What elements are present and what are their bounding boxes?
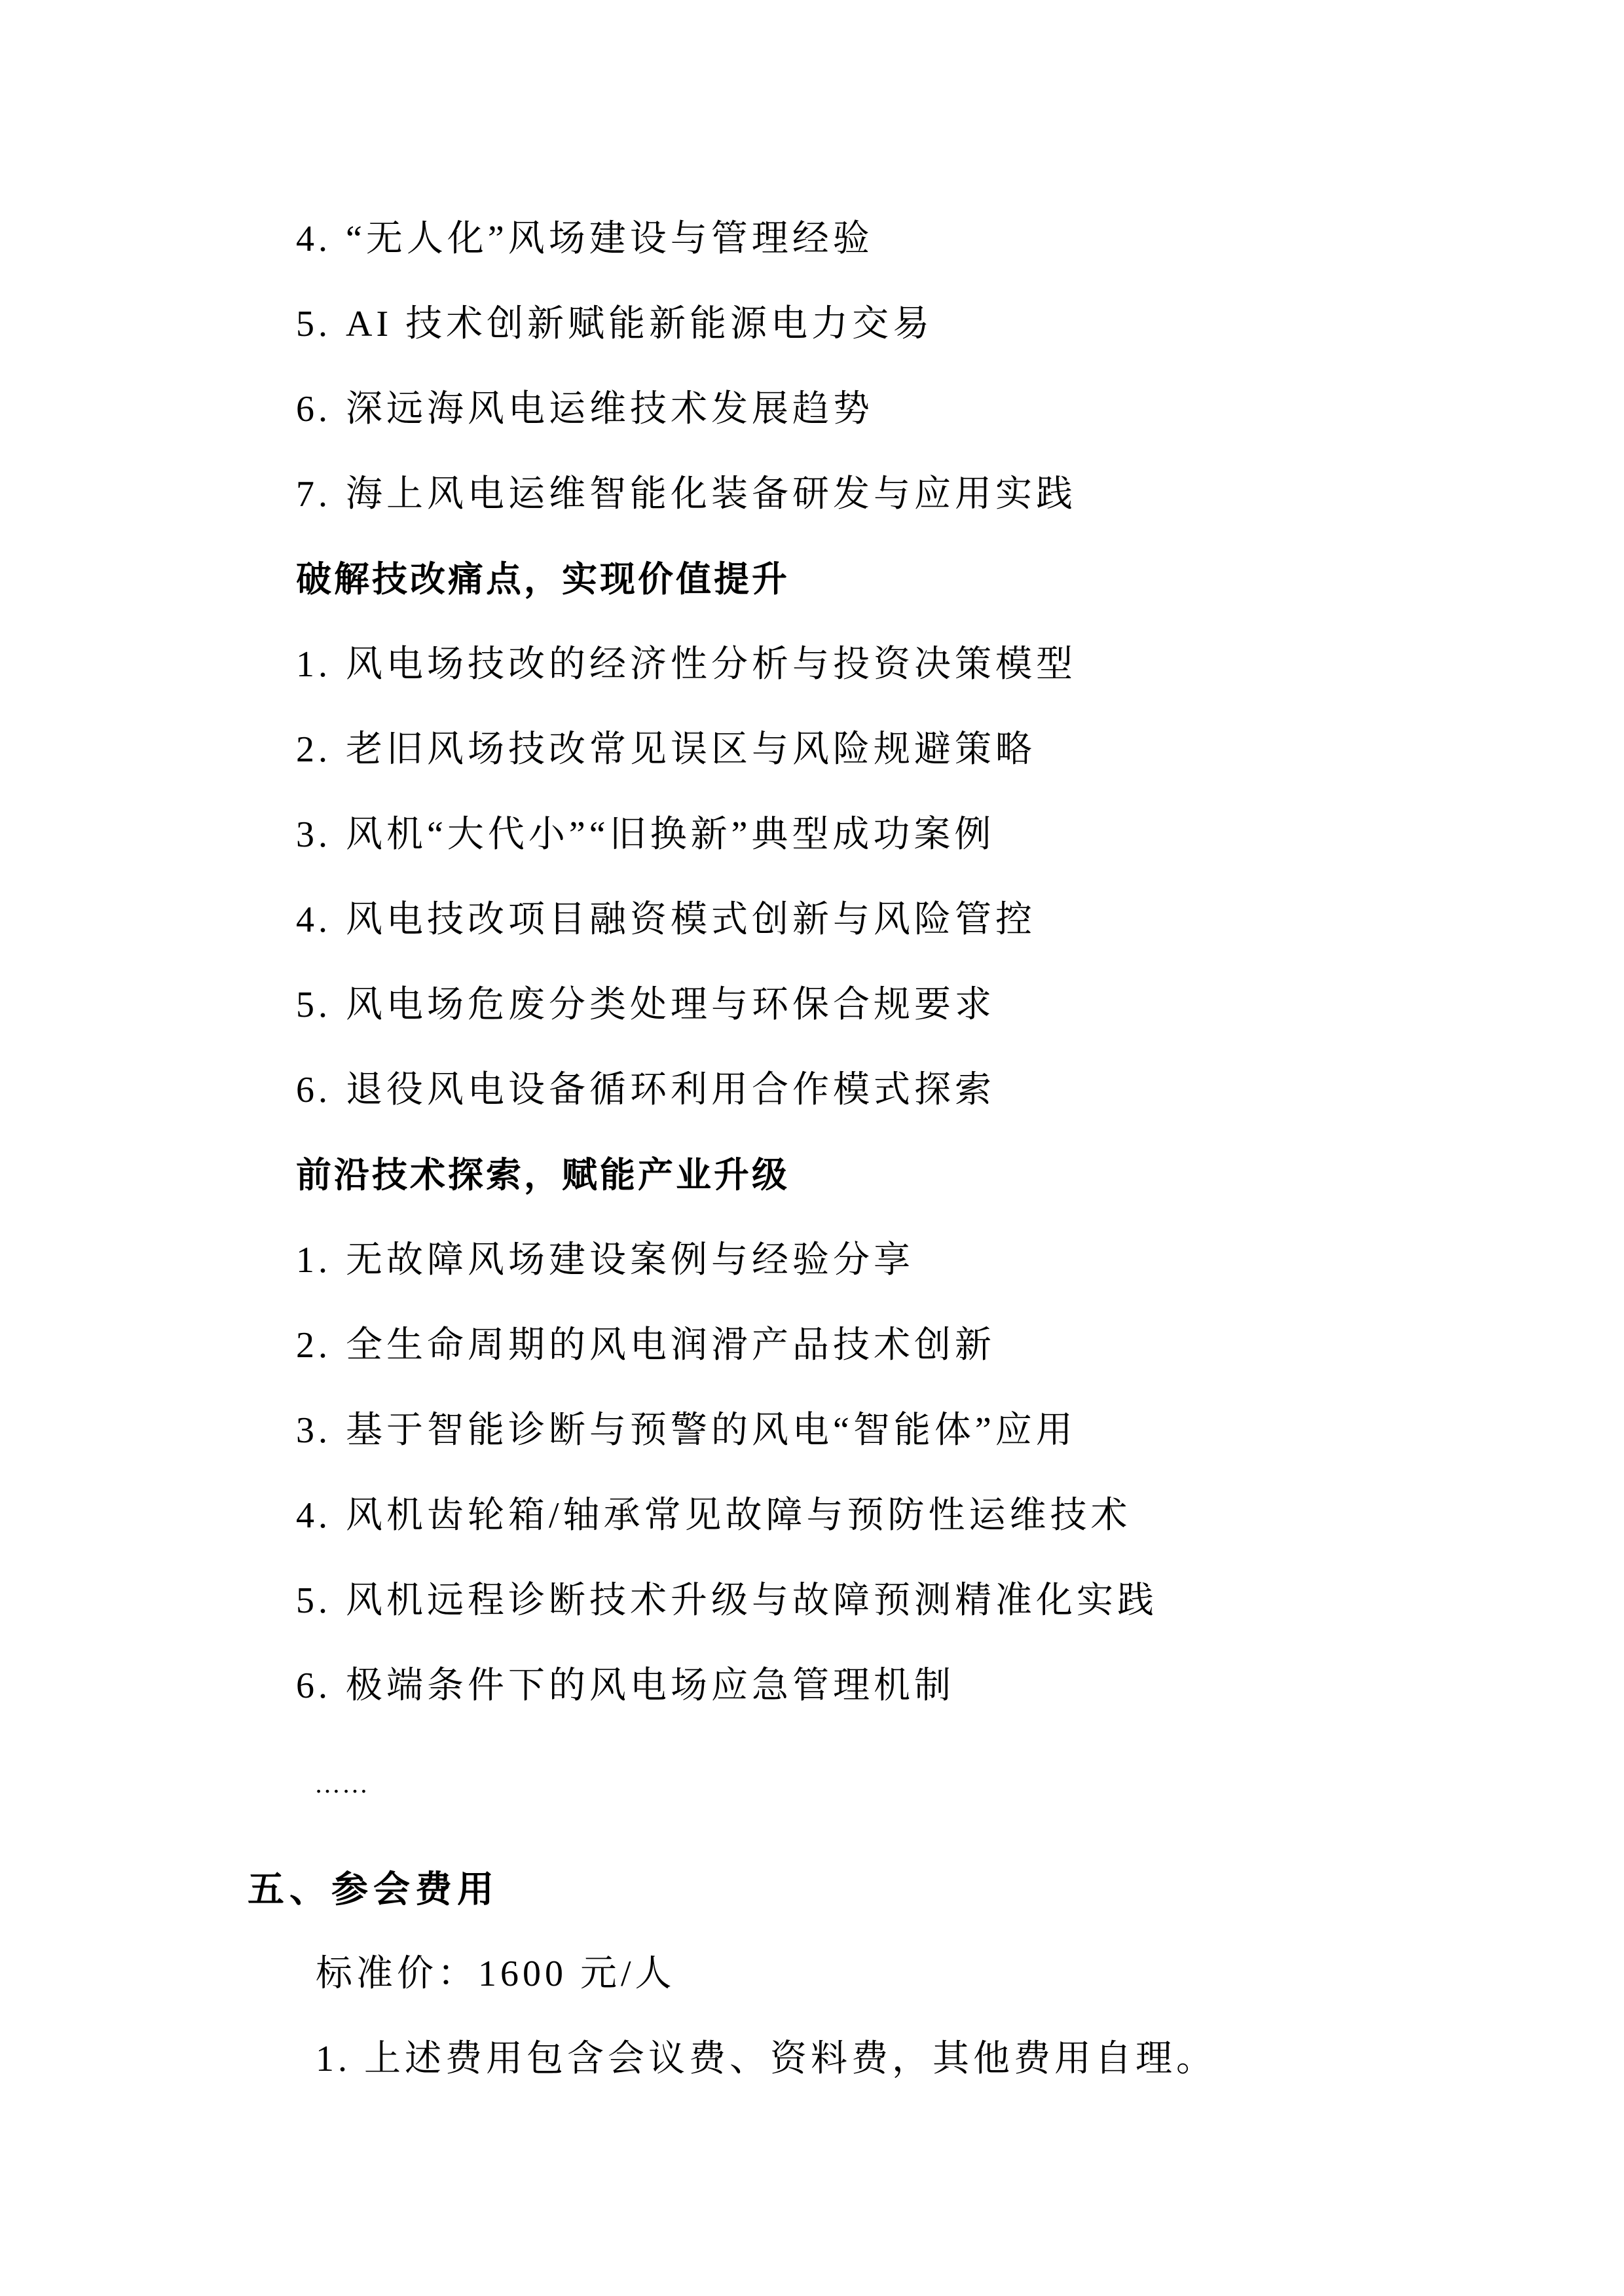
list-item <box>296 216 874 262</box>
item-text: 退役风电设备循环利用合作模式探索 <box>346 1070 995 1110</box>
item-text: 基于智能诊断与预警的风电“智能体”应用 <box>346 1410 1077 1451</box>
item-text: 风机齿轮箱/轴承常见故障与预防性运维技术 <box>346 1495 1132 1536</box>
list-item <box>296 897 1036 943</box>
subsection-heading: 前沿技术探索，赋能产业升级 <box>296 1154 790 1195</box>
item-text: 全生命周期的风电润滑产品技术创新 <box>346 1325 995 1366</box>
item-number: 1. <box>296 644 331 685</box>
item-number: 1. <box>296 1240 331 1281</box>
list-item <box>296 386 874 432</box>
item-number: 3. <box>296 1410 331 1451</box>
fee-note: 1. 上述费用包含会议费、资料费，其他费用自理。 <box>316 2039 1217 2079</box>
list-item <box>296 1578 1158 1624</box>
item-number: 2. <box>296 1325 331 1366</box>
item-text: 风机“大代小”“旧换新”典型成功案例 <box>346 814 995 855</box>
item-text: 老旧风场技改常见误区与风险规避策略 <box>346 729 1036 770</box>
item-number: 6. <box>296 1666 331 1706</box>
item-text: 深远海风电运维技术发展趋势 <box>346 389 874 429</box>
section-heading: 五、参会费用 <box>248 1868 499 1911</box>
item-number: 5. <box>296 985 331 1025</box>
list-item <box>296 812 995 858</box>
list-item <box>296 1237 914 1283</box>
item-text: “无人化”风场建设与管理经验 <box>346 219 874 259</box>
item-text: AI 技术创新赋能新能源电力交易 <box>346 304 934 344</box>
item-text: 风电场技改的经济性分析与投资决策模型 <box>346 644 1077 685</box>
list-item <box>296 727 1036 773</box>
item-number: 4. <box>296 1495 331 1536</box>
list-item <box>296 1322 995 1368</box>
item-text: 风机远程诊断技术升级与故障预测精准化实践 <box>346 1580 1158 1621</box>
item-text: 海上风电运维智能化装备研发与应用实践 <box>346 474 1077 515</box>
list-item <box>296 301 933 347</box>
item-number: 6. <box>296 1070 331 1110</box>
list-item <box>296 1663 955 1709</box>
item-number: 6. <box>296 389 331 429</box>
item-text: 风电场危废分类处理与环保合规要求 <box>346 985 995 1025</box>
ellipsis: …… <box>314 1769 369 1798</box>
list-item <box>296 642 1077 687</box>
price-line: 标准价：1600 元/人 <box>316 1954 676 1994</box>
list-item <box>296 1067 995 1113</box>
item-text: 极端条件下的风电场应急管理机制 <box>346 1666 955 1706</box>
item-number: 4. <box>296 900 331 940</box>
list-item <box>296 1408 1077 1453</box>
item-number: 5. <box>296 1580 331 1621</box>
item-number: 7. <box>296 474 331 515</box>
list-item <box>296 471 1077 517</box>
subsection-heading: 破解技改痛点，实现价值提升 <box>296 558 790 600</box>
item-number: 5. <box>296 304 331 344</box>
item-number: 3. <box>296 814 331 855</box>
item-text: 无故障风场建设案例与经验分享 <box>346 1240 914 1281</box>
item-number: 2. <box>296 729 331 770</box>
list-item <box>296 1493 1132 1539</box>
list-item <box>296 982 995 1028</box>
item-number: 4. <box>296 219 331 259</box>
item-text: 风电技改项目融资模式创新与风险管控 <box>346 900 1036 940</box>
